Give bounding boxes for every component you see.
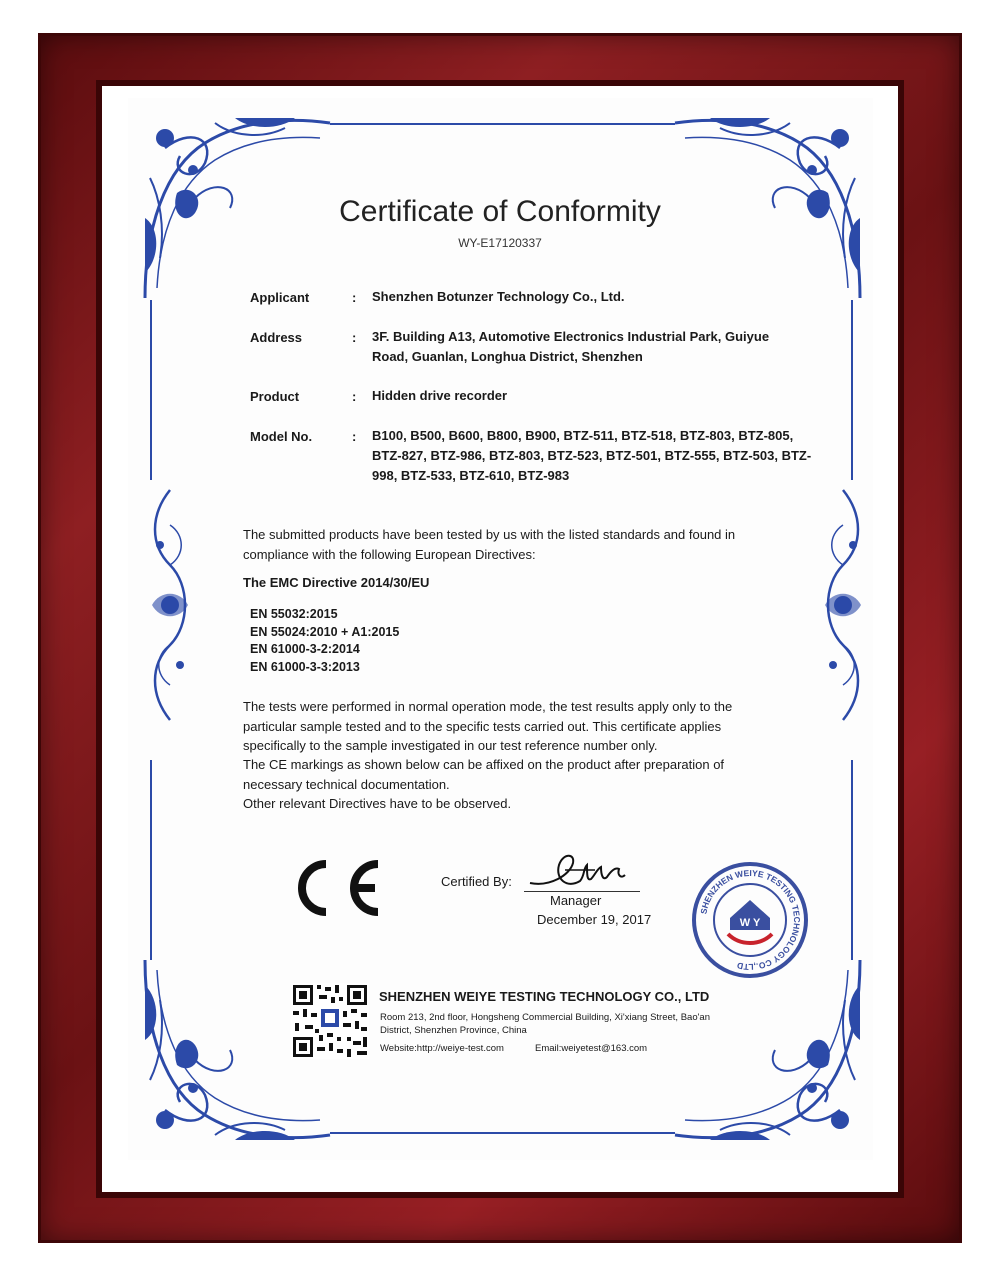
ce-mark-icon [298,858,384,918]
standards-list [250,606,399,676]
border-top-line [330,123,675,125]
signature-line [524,891,640,892]
field-label: Applicant [250,290,310,305]
field-colon: : [352,290,357,305]
company-seal-icon [690,860,810,980]
certification-date: December 19, 2017 [537,912,652,927]
standard-item: EN 61000-3-3:2013 [250,659,360,674]
field-label: Product [250,389,300,404]
qr-code-icon [291,983,369,1059]
directive-name: The EMC Directive 2014/30/EU [243,575,430,590]
standard-item: EN 61000-3-2:2014 [250,642,360,656]
field-value: Hidden drive recorder [372,388,508,403]
signature-icon [525,845,645,895]
standard-item: EN 55024:2010 + A1:2015 [250,624,400,639]
certificate-number: WY-E17120337 [458,236,542,250]
issuer-name: SHENZHEN WEIYE TESTING TECHNOLOGY CO., LTD [379,989,710,1004]
certificate-title: Certificate of Conformity [339,195,661,228]
field-label: Model No. [250,429,313,444]
compliance-intro: The submitted products have been tested by us with the listed standards and found in compliance with the following European Directives: [243,527,736,562]
border-right-line-lower [851,760,853,960]
side-ornament-right [813,485,873,725]
border-right-line [851,300,853,480]
field-label: Address [250,330,303,345]
field-colon: : [352,330,357,345]
field-value: B100, B500, B600, B800, B900, BTZ-511, BTZ-518, BTZ-803, BTZ-805, BTZ-827, BTZ-986, BTZ-803, BTZ-523, BTZ-501, BTZ-555, BTZ-503, BTZ-998, BTZ-533, BTZ-610, BTZ-983 [372,428,812,483]
tests-note: The tests were performed in normal operation mode, the test results apply only to the particular sample tested and to the specific tests carried out. This certificate applies specifically to the sample investigated in our test reference number only. [243,699,733,753]
other-directives-note: Other relevant Directives have to be observed. [243,796,512,811]
issuer-email: Email:weiyetest@163.com [535,1043,648,1054]
seal-text: SHENZHEN WEIYE TESTING TECHNOLOGY CO.,LTD [698,867,803,973]
seal-center-text: W Y [739,917,761,929]
issuer-website: Website:http://weiye-test.com [380,1043,504,1054]
certified-by-label: Certified By: [441,874,512,889]
signer-title: Manager [550,893,602,908]
standard-item: EN 55032:2015 [250,607,338,621]
border-left-line-lower [150,760,152,960]
field-colon: : [352,389,357,404]
issuer-address: Room 213, 2nd floor, Hongsheng Commercial Building, Xi'xiang Street, Bao'an District, Shenzhen Province, China [380,1012,710,1036]
ce-markings-note: The CE markings as shown below can be affixed on the product after preparation of necessary technical documentation. [243,757,725,792]
border-left-line [150,300,152,480]
field-colon: : [352,429,357,444]
field-value: Shenzhen Botunzer Technology Co., Ltd. [372,289,625,304]
corner-ornament-bottom-right [670,950,870,1150]
side-ornament-left [140,485,200,725]
field-value: 3F. Building A13, Automotive Electronics Industrial Park, Guiyue Road, Guanlan, Longhua District, Shenzhen [372,329,770,364]
border-bottom-line [330,1132,675,1134]
